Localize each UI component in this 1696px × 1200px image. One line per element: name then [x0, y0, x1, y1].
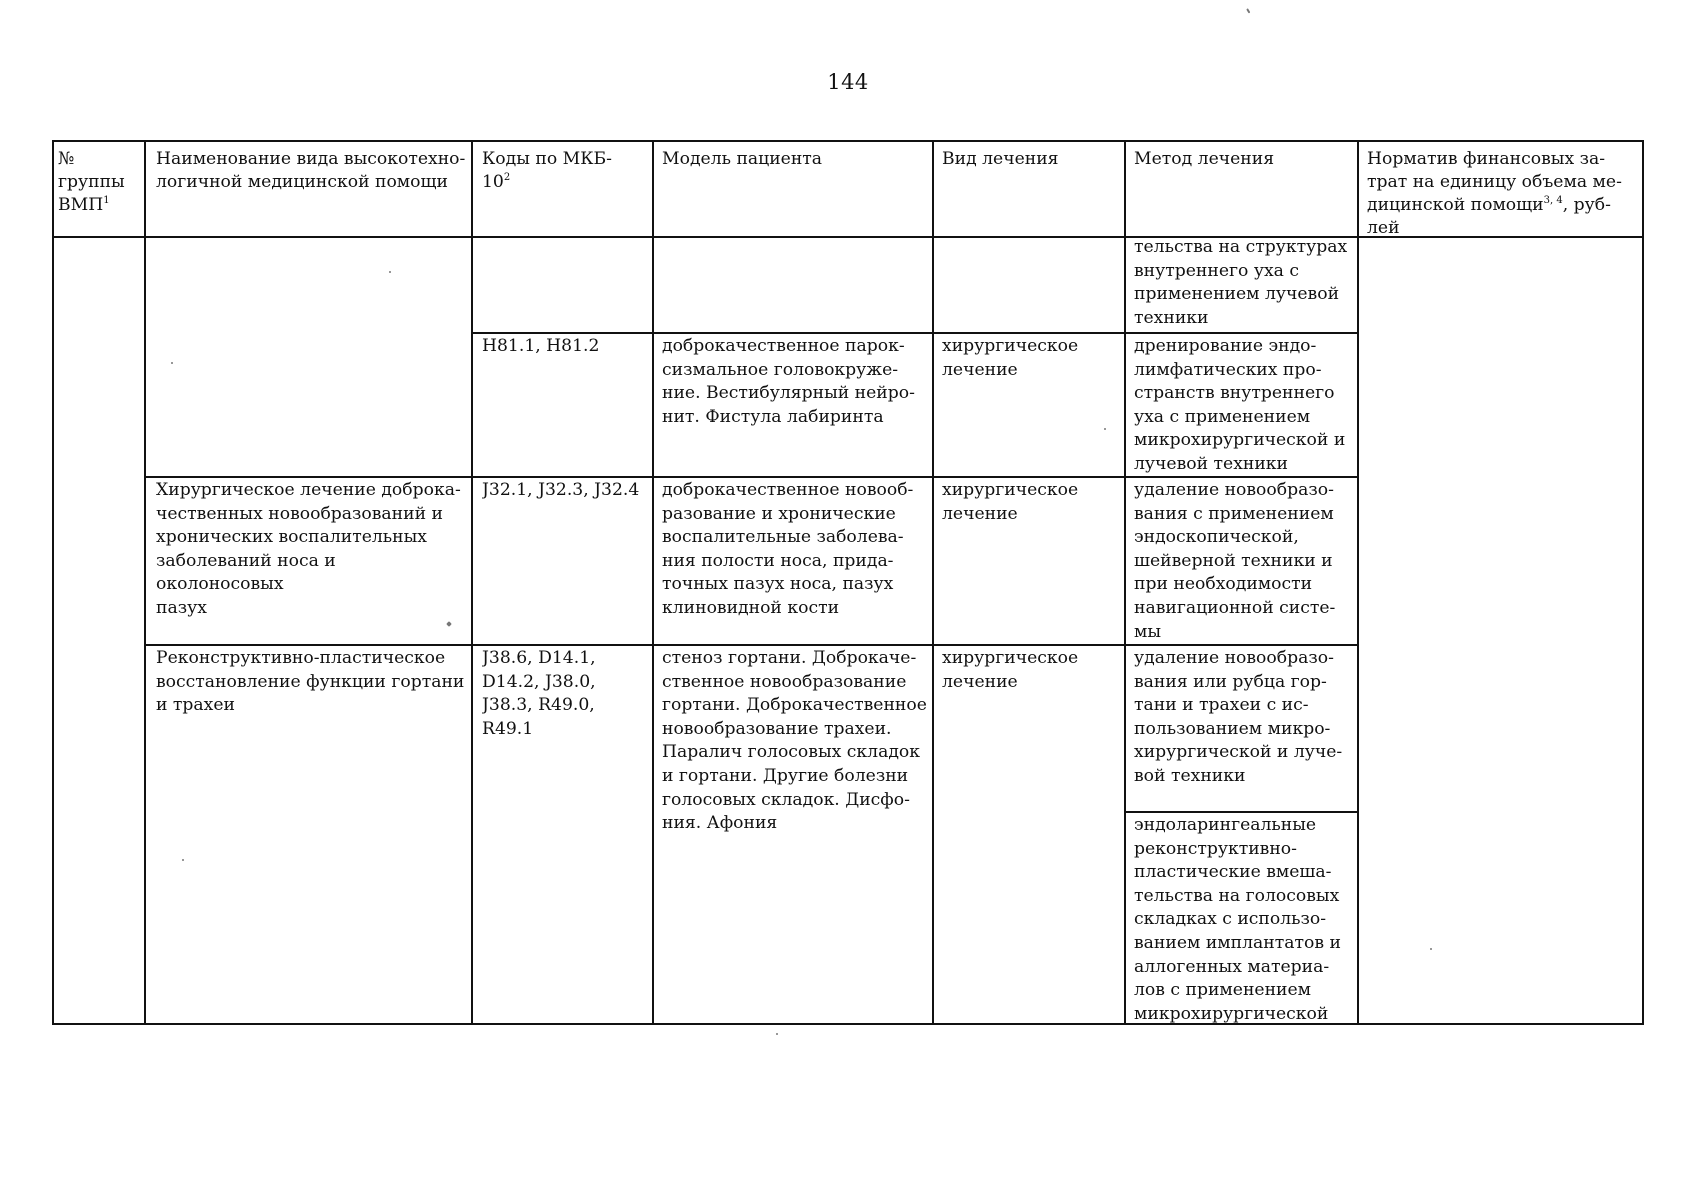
header-cost-norm: Норматив финансовых за- трат на единицу объема ме- дицинской помощи$^{3, 4}$, руб- лей: [1367, 149, 1622, 238]
scan-speck: [1247, 8, 1251, 13]
row-separator: [471, 332, 1358, 334]
table-row-3-name: Реконструктивно-пластическое восстановление функции гортани и трахеи: [156, 648, 465, 716]
table-row-2-patient-model: доброкачественное новооб- разование и хронические воспалительные заболева- ния полости носа, прида- точных пазух носа, пазух клиновидной кости: [662, 480, 914, 618]
scan-speck: [171, 362, 173, 364]
table-row-2-name: Хирургическое лечение доброка- чественных новообразований и хронических воспалительных заболеваний носа и околоносовых пазух: [156, 480, 461, 618]
table-row-3-treatment-type: хирургическое лечение: [942, 648, 1079, 692]
divider-col6: [1357, 140, 1359, 1025]
table-row-1-patient-model: доброкачественное парок- сизмальное головокруже- ние. Вестибулярный нейро- нит. Фистула лабиринта: [662, 336, 915, 427]
divider-col4: [932, 140, 934, 1025]
divider-col2: [471, 140, 473, 1025]
table-row-1-treatment-type: хирургическое лечение: [942, 336, 1079, 380]
vmp-table: [52, 140, 1644, 1025]
table-row-3-patient-model: стеноз гортани. Доброкаче- ственное новообразование гортани. Доброкачественное новообразование трахеи. Паралич голосовых складок и гортани. Другие болезни голосовых складок. Дисфо- ния. Афония: [662, 648, 927, 834]
border-right: [1642, 140, 1644, 1025]
table-row-2-codes: J32.1, J32.3, J32.4: [482, 480, 640, 500]
table-bottom-border: [52, 1023, 1644, 1025]
page-number: 144: [827, 70, 869, 94]
header-patient-model: Модель пациента: [662, 149, 823, 169]
divider-col5: [1124, 140, 1126, 1025]
scan-speck: [389, 271, 391, 273]
scan-speck: [776, 1033, 778, 1035]
header-name: Наименование вида высокотехно- логичной медицинской помощи: [156, 149, 466, 192]
header-treatment-method: Метод лечения: [1134, 149, 1275, 169]
scan-speck: [1430, 948, 1432, 950]
table-top-border: [52, 140, 1644, 142]
table-row-1-codes: H81.1, H81.2: [482, 336, 600, 356]
scan-speck: [1104, 428, 1106, 430]
row-separator: [144, 644, 1358, 646]
method-separator: [1124, 811, 1358, 813]
header-group-no: № группы ВМП$^1$: [58, 149, 125, 215]
table-row-3-codes: J38.6, D14.1, D14.2, J38.0, J38.3, R49.0, R49.1: [482, 648, 596, 739]
table-row-0-method-0: тельства на структурах внутреннего уха с применением лучевой техники: [1134, 237, 1348, 328]
divider-col1: [144, 140, 146, 1025]
divider-col3: [652, 140, 654, 1025]
table-row-1-method-0: дренирование эндо- лимфатических про- странств внутреннего уха с применением микрохирургической и лучевой техники: [1134, 336, 1346, 474]
header-treatment-type: Вид лечения: [942, 149, 1059, 169]
table-row-2-treatment-type: хирургическое лечение: [942, 480, 1079, 524]
table-row-3-method-0: удаление новообразо- вания или рубца гор- тани и трахеи с ис- пользованием микро- хирургической и луче- вой техники: [1134, 648, 1343, 786]
table-row-2-method-0: удаление новообразо- вания с применением эндоскопической, шейверной техники и при необходимости навигационной систе- мы: [1134, 480, 1336, 642]
table-row-3-method-1: эндоларингеальные реконструктивно- пластические вмеша- тельства на голосовых складках с использо- ванием имплантатов и аллогенных материа- лов с применением микрохирургической: [1134, 815, 1341, 1024]
header-codes: Коды по МКБ- $10^2$: [482, 149, 612, 192]
border-left: [52, 140, 54, 1025]
scan-speck: [182, 859, 184, 861]
